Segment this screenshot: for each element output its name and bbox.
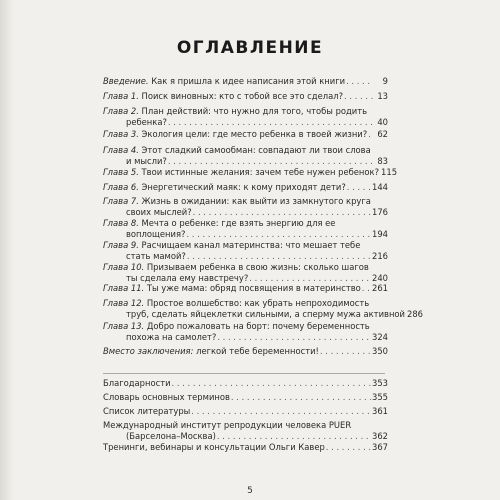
chapter-title: Добро пожаловать на борт: почему беременность [146, 321, 370, 331]
chapter-title: и мысли? [126, 155, 167, 166]
toc-entry [103, 182, 388, 193]
page-ref: 355 [372, 392, 388, 402]
toc-line [103, 262, 388, 273]
leader-dots [249, 273, 371, 284]
leader-dots [344, 91, 373, 102]
toc-entry [103, 167, 398, 178]
chapter-title: Международный институт репродукции человека PUER [103, 420, 352, 430]
toc-entry [103, 298, 423, 319]
toc-entry [103, 145, 388, 166]
toc-entry [103, 91, 388, 102]
leader-dots [191, 406, 371, 417]
toc-entry [103, 76, 388, 87]
chapter-title: Мечта о ребенке: где взять энергию для ее [141, 218, 336, 228]
page-ref: 115 [381, 167, 398, 177]
page-ref: 286 [406, 308, 423, 319]
toc-back-matter-entry [103, 406, 388, 417]
page-ref: 367 [372, 442, 388, 452]
toc-line [103, 218, 388, 229]
toc-entry [103, 129, 388, 140]
chapter-title: Призываем ребенка в свою жизнь: сколько шагов [146, 262, 369, 272]
leader-dots [187, 251, 371, 262]
chapter-label: Глава 11. [103, 283, 145, 293]
chapter-title: похожа на самолет? [126, 331, 217, 342]
toc-line [103, 129, 388, 140]
page-ref: 216 [372, 250, 388, 261]
leader-dots [368, 129, 373, 140]
leader-dots [362, 283, 371, 294]
chapter-title: Простое волшебство: как убрать непроходимость [146, 298, 370, 308]
section-divider [103, 373, 385, 374]
page-ref: 261 [372, 283, 388, 293]
toc-line [103, 298, 388, 309]
toc-line [103, 229, 388, 240]
toc-line [103, 442, 388, 453]
chapter-title: (Барселона–Москва) [126, 430, 216, 441]
toc-entry [103, 346, 388, 357]
page-ref: 362 [372, 430, 388, 441]
chapter-title: Словарь основных терминов [103, 392, 230, 402]
leader-dots [217, 332, 371, 343]
page-gutter-shadow [0, 0, 14, 500]
chapter-title: Благодарности [103, 378, 171, 388]
toc-line [103, 196, 388, 207]
chapter-label: Введение. [103, 76, 149, 86]
toc-line [103, 240, 388, 251]
toc-line [103, 76, 388, 87]
toc-entry [103, 321, 388, 342]
toc-line [103, 273, 388, 284]
chapter-title: План действий: что нужно для того, чтобы родить [141, 106, 368, 116]
toc-back-matter-entry [103, 392, 388, 403]
toc-line [103, 332, 388, 343]
chapter-label: Глава 9. [103, 240, 139, 250]
page-ref: 13 [377, 91, 388, 101]
chapter-label: Глава 2. [103, 106, 139, 116]
leader-dots [217, 431, 371, 442]
page-ref: 144 [372, 182, 388, 192]
toc-line [103, 251, 388, 262]
leader-dots [193, 207, 371, 218]
leader-dots [231, 392, 371, 403]
toc-line [103, 182, 388, 193]
page-ref: 176 [372, 206, 388, 217]
chapter-title: труб, сделать яйцеклетки сильными, а сперму мужа активной [126, 308, 405, 319]
page-ref: 324 [372, 331, 388, 342]
chapter-title: Этот сладкий самообман: совпадают ли твои слова [141, 145, 371, 155]
toc-back-matter-entry [103, 442, 388, 453]
toc-line [103, 156, 388, 167]
page-ref: 62 [377, 129, 388, 139]
chapter-title: Расчищаем канал материнства: что мешает тебе [141, 240, 361, 250]
toc-line [103, 283, 388, 294]
toc-line [103, 406, 388, 417]
chapter-label: Глава 6. [103, 182, 139, 192]
page-title: ОГЛАВЛЕНИЕ [176, 38, 324, 58]
toc-back-matter-entry [103, 378, 388, 389]
chapter-label: Глава 1. [103, 91, 139, 101]
chapter-label: Вместо заключения: [103, 346, 194, 356]
chapter-title: легкой тебе беременности! [196, 346, 319, 356]
toc-line [103, 420, 388, 431]
toc-entry [103, 106, 388, 127]
chapter-label: Глава 5. [103, 167, 139, 177]
chapter-label: Глава 4. [103, 145, 139, 155]
chapter-label: Глава 7. [103, 196, 139, 206]
toc-back-matter-entry [103, 420, 388, 441]
chapter-label: Глава 3. [103, 129, 139, 139]
leader-dots [186, 229, 371, 240]
chapter-title: Список литературы [103, 406, 191, 416]
toc-line [103, 145, 388, 156]
leader-dots [346, 76, 373, 87]
toc-line [103, 378, 388, 389]
page-ref: 350 [372, 346, 388, 356]
toc-line [103, 91, 388, 102]
toc-line [103, 207, 388, 218]
chapter-title: Энергетический маяк: к кому приходят дети? [141, 182, 346, 192]
chapter-title: Твои истинные желания: зачем тебе нужен ребенок? [141, 167, 380, 177]
toc-entry [103, 262, 388, 283]
chapter-title: Поиск виновных: кто с тобой все это сделал? [141, 91, 344, 101]
page-ref: 353 [372, 378, 388, 388]
toc-line [103, 321, 388, 332]
chapter-title: своих мыслей? [126, 206, 192, 217]
chapter-title: ты сделала ему навстречу? [126, 272, 249, 283]
toc-line [103, 431, 388, 442]
toc-line [103, 117, 388, 128]
toc-entry [103, 240, 388, 261]
chapter-label: Глава 8. [103, 218, 139, 228]
toc-line [103, 167, 398, 178]
chapter-title: воплощения? [126, 228, 186, 239]
chapter-title: Как я пришла к идее написания этой книги [151, 76, 346, 86]
leader-dots [326, 442, 371, 453]
page-ref: 40 [377, 116, 388, 127]
chapter-title: Ты уже мама: обряд посвящения в материнство [146, 283, 361, 293]
page-ref: 9 [382, 76, 388, 86]
page-ref: 361 [372, 406, 388, 416]
page-ref: 83 [377, 155, 388, 166]
chapter-title: Экология цели: где место ребенка в твоей жизни? [141, 129, 368, 139]
chapter-label: Глава 13. [103, 321, 145, 331]
toc-line [103, 392, 388, 403]
chapter-title: ребенка? [126, 116, 167, 127]
chapter-label: Глава 10. [103, 262, 145, 272]
toc-line [103, 346, 388, 357]
toc-line [103, 106, 388, 117]
leader-dots [168, 156, 373, 167]
leader-dots [347, 182, 371, 193]
page-ref: 194 [372, 228, 388, 239]
page-ref: 240 [372, 272, 388, 283]
toc-entry [103, 218, 388, 239]
chapter-title: стать мамой? [126, 250, 186, 261]
chapter-title: Тренинги, вебинары и консультации Ольги Кавер [103, 442, 325, 452]
toc-entry [103, 196, 388, 217]
toc-entry [103, 283, 388, 294]
chapter-title: Жизнь в ожидании: как выйти из замкнутого круга [141, 196, 371, 206]
chapter-label: Глава 12. [103, 298, 145, 308]
leader-dots [168, 117, 373, 128]
leader-dots [172, 378, 371, 389]
page-number: 5 [247, 486, 253, 496]
leader-dots [320, 346, 371, 357]
toc-line [103, 308, 423, 320]
